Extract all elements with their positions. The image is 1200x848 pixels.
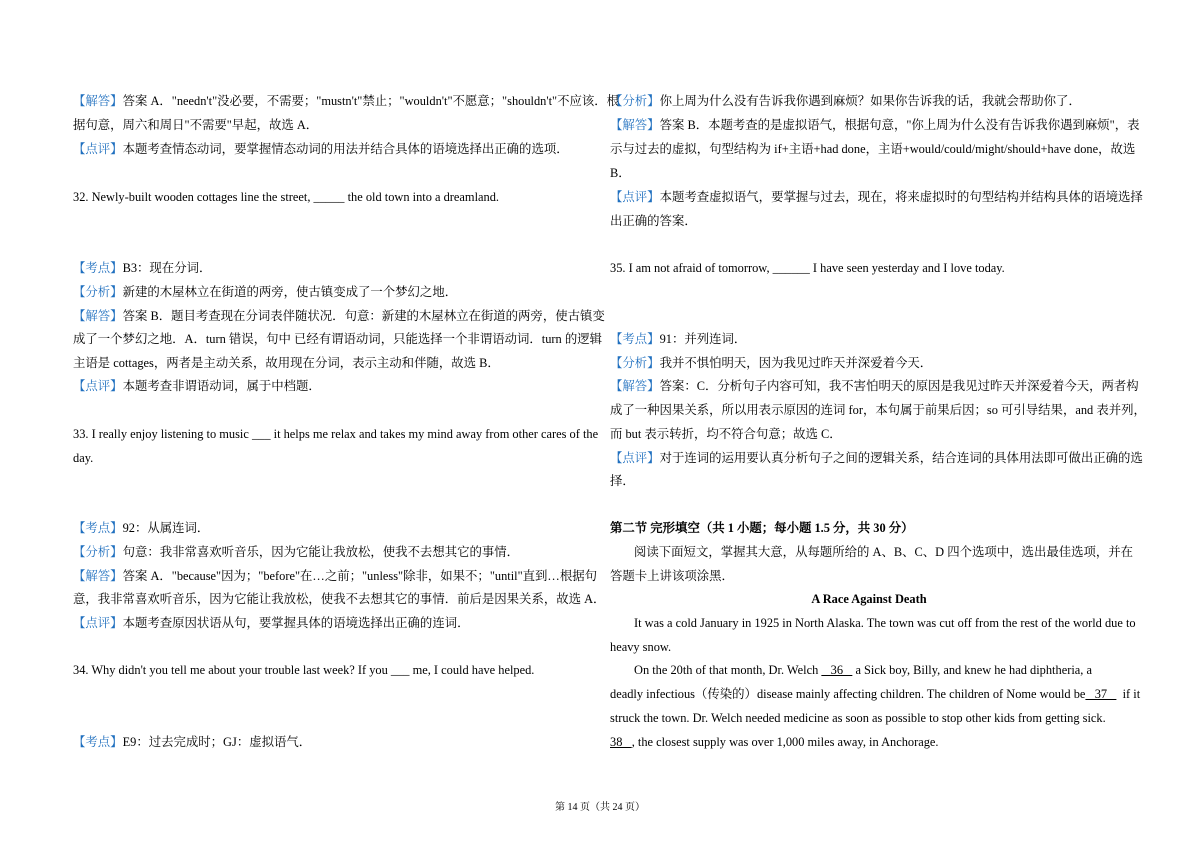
q35-analysis: 【分析】我并不惧怕明天，因为我见过昨天并深爱着今天． xyxy=(610,356,933,370)
instructions: 阅读下面短文，掌握其大意，从每题所给的 A、B、C、D 四个选项中，选出最佳选项，并在 xyxy=(634,545,1134,559)
q32-answer: 【解答】答案 B．题目考查现在分词表伴随状况．句意：新建的木屋林立在街道的两旁，使古镇变 xyxy=(73,309,605,323)
q34-comment-cont: 出正确的答案． xyxy=(610,214,697,228)
q32-comment: 【点评】本题考查非谓语动词，属于中档题． xyxy=(73,379,321,393)
blank-36: 36 xyxy=(821,663,853,677)
q31-comment: 【点评】本题考查情态动词，要掌握情态动词的用法并结合具体的语境选择出正确的选项． xyxy=(73,142,569,156)
q32-analysis: 【分析】新建的木屋林立在街道的两旁，使古镇变成了一个梦幻之地． xyxy=(73,285,458,299)
q32-question: 32. Newly-built wooden cottages line the street, _____ the old town into a dreamland. xyxy=(73,190,500,204)
blank-38: 38 xyxy=(610,735,632,749)
q35-answer-cont2: 而 but 表示转折，均不符合句意；故选 C． xyxy=(610,427,842,441)
q33-question: 33. I really enjoy listening to music ___ it helps me relax and takes my mind away from other cares of the xyxy=(73,427,599,441)
q33-answer: 【解答】答案 A．"because"因为；"before"在…之前；"unless"除非，如果不；"until"直到…根据句 xyxy=(73,569,597,583)
passage-p2-cont: deadly infectious（传染的）disease mainly affecting children. The children of Nome would be 37 if it xyxy=(610,687,1141,701)
passage-p2-cont3: 38 , the closest supply was over 1,000 miles away, in Anchorage. xyxy=(610,735,939,749)
passage-p1-cont: heavy snow. xyxy=(610,640,672,654)
q34-point: 【考点】E9：过去完成时；GJ：虚拟语气． xyxy=(73,735,312,749)
q32-answer-cont2: 主语是 cottages，两者是主动关系，故用现在分词，表示主动和伴随，故选 B． xyxy=(73,356,500,370)
q31-answer-cont: 据句意，周六和周日"不需要"早起，故选 A． xyxy=(73,118,319,132)
q33-comment: 【点评】本题考查原因状语从句，要掌握具体的语境选择出正确的连词． xyxy=(73,616,470,630)
q33-question-cont: day. xyxy=(73,451,94,465)
q34-answer-cont: 示与过去的虚拟，句型结构为 if+主语+had done，主语+would/could/might/should+have done，故选 xyxy=(610,142,1136,156)
q34-answer: 【解答】答案 B．本题考查的是虚拟语气，根据句意，"你上周为什么没有告诉我你遇到麻烦"，表 xyxy=(610,118,1140,132)
q33-analysis: 【分析】句意：我非常喜欢听音乐，因为它能让我放松，使我不去想其它的事情． xyxy=(73,545,520,559)
q34-analysis: 【分析】你上周为什么没有告诉我你遇到麻烦？如果你告诉我的话，我就会帮助你了． xyxy=(610,94,1081,108)
instructions-cont: 答题卡上讲该项涂黑． xyxy=(610,569,734,583)
passage-title: A Race Against Death xyxy=(811,592,927,606)
q35-answer-cont: 成了一种因果关系，所以用表示原因的连词 for，本句属于前果后因；so 可引导结果，and 表并列， xyxy=(610,403,1146,417)
q32-answer-cont: 成了一个梦幻之地．A．turn 错误，句中 已经有谓语动词，只能选择一个非谓语动词．turn 的逻辑 xyxy=(73,332,603,346)
blank-37: 37 xyxy=(1085,687,1117,701)
q34-answer-cont2: B． xyxy=(610,166,631,180)
q35-comment-cont: 择． xyxy=(610,474,635,488)
q35-question: 35. I am not afraid of tomorrow, ______ I have seen yesterday and I love today. xyxy=(610,261,1005,275)
passage-p2: On the 20th of that month, Dr. Welch 36 a Sick boy, Billy, and knew he had diphtheria, a xyxy=(634,663,1092,677)
page-footer: 第 14 页（共 24 页） xyxy=(555,802,645,813)
q33-point: 【考点】92：从属连词． xyxy=(73,521,210,535)
q34-comment: 【点评】本题考查虚拟语气，要掌握与过去，现在，将来虚拟时的句型结构并结构具体的语境选择 xyxy=(610,190,1143,204)
q35-comment: 【点评】对于连词的运用要认真分析句子之间的逻辑关系，结合连词的具体用法即可做出正确的选 xyxy=(610,451,1143,465)
q35-point: 【考点】91：并列连词． xyxy=(610,332,747,346)
passage-p1: It was a cold January in 1925 in North Alaska. The town was cut off from the rest of the world due to xyxy=(634,616,1136,630)
q31-answer: 【解答】答案 A．"needn't"没必要，不需要；"mustn't"禁止；"wouldn't"不愿意；"shouldn't"不应该．根 xyxy=(73,94,620,108)
section-title: 第二节 完形填空（共 1 小题；每小题 1.5 分，共 30 分） xyxy=(610,521,914,535)
q33-answer-cont: 意，我非常喜欢听音乐，因为它能让我放松，使我不去想其它的事情．前后是因果关系，故选 A． xyxy=(73,592,606,606)
q35-answer: 【解答】答案：C．分析句子内容可知，我不害怕明天的原因是我见过昨天并深爱着今天，两者构 xyxy=(610,379,1139,393)
passage-p2-cont2: struck the town. Dr. Welch needed medicine as soon as possible to stop other kids from getting sick. xyxy=(610,711,1106,725)
q34-question: 34. Why didn't you tell me about your trouble last week? If you ___ me, I could have helped. xyxy=(73,663,535,677)
q32-point: 【考点】B3：现在分词． xyxy=(73,261,212,275)
